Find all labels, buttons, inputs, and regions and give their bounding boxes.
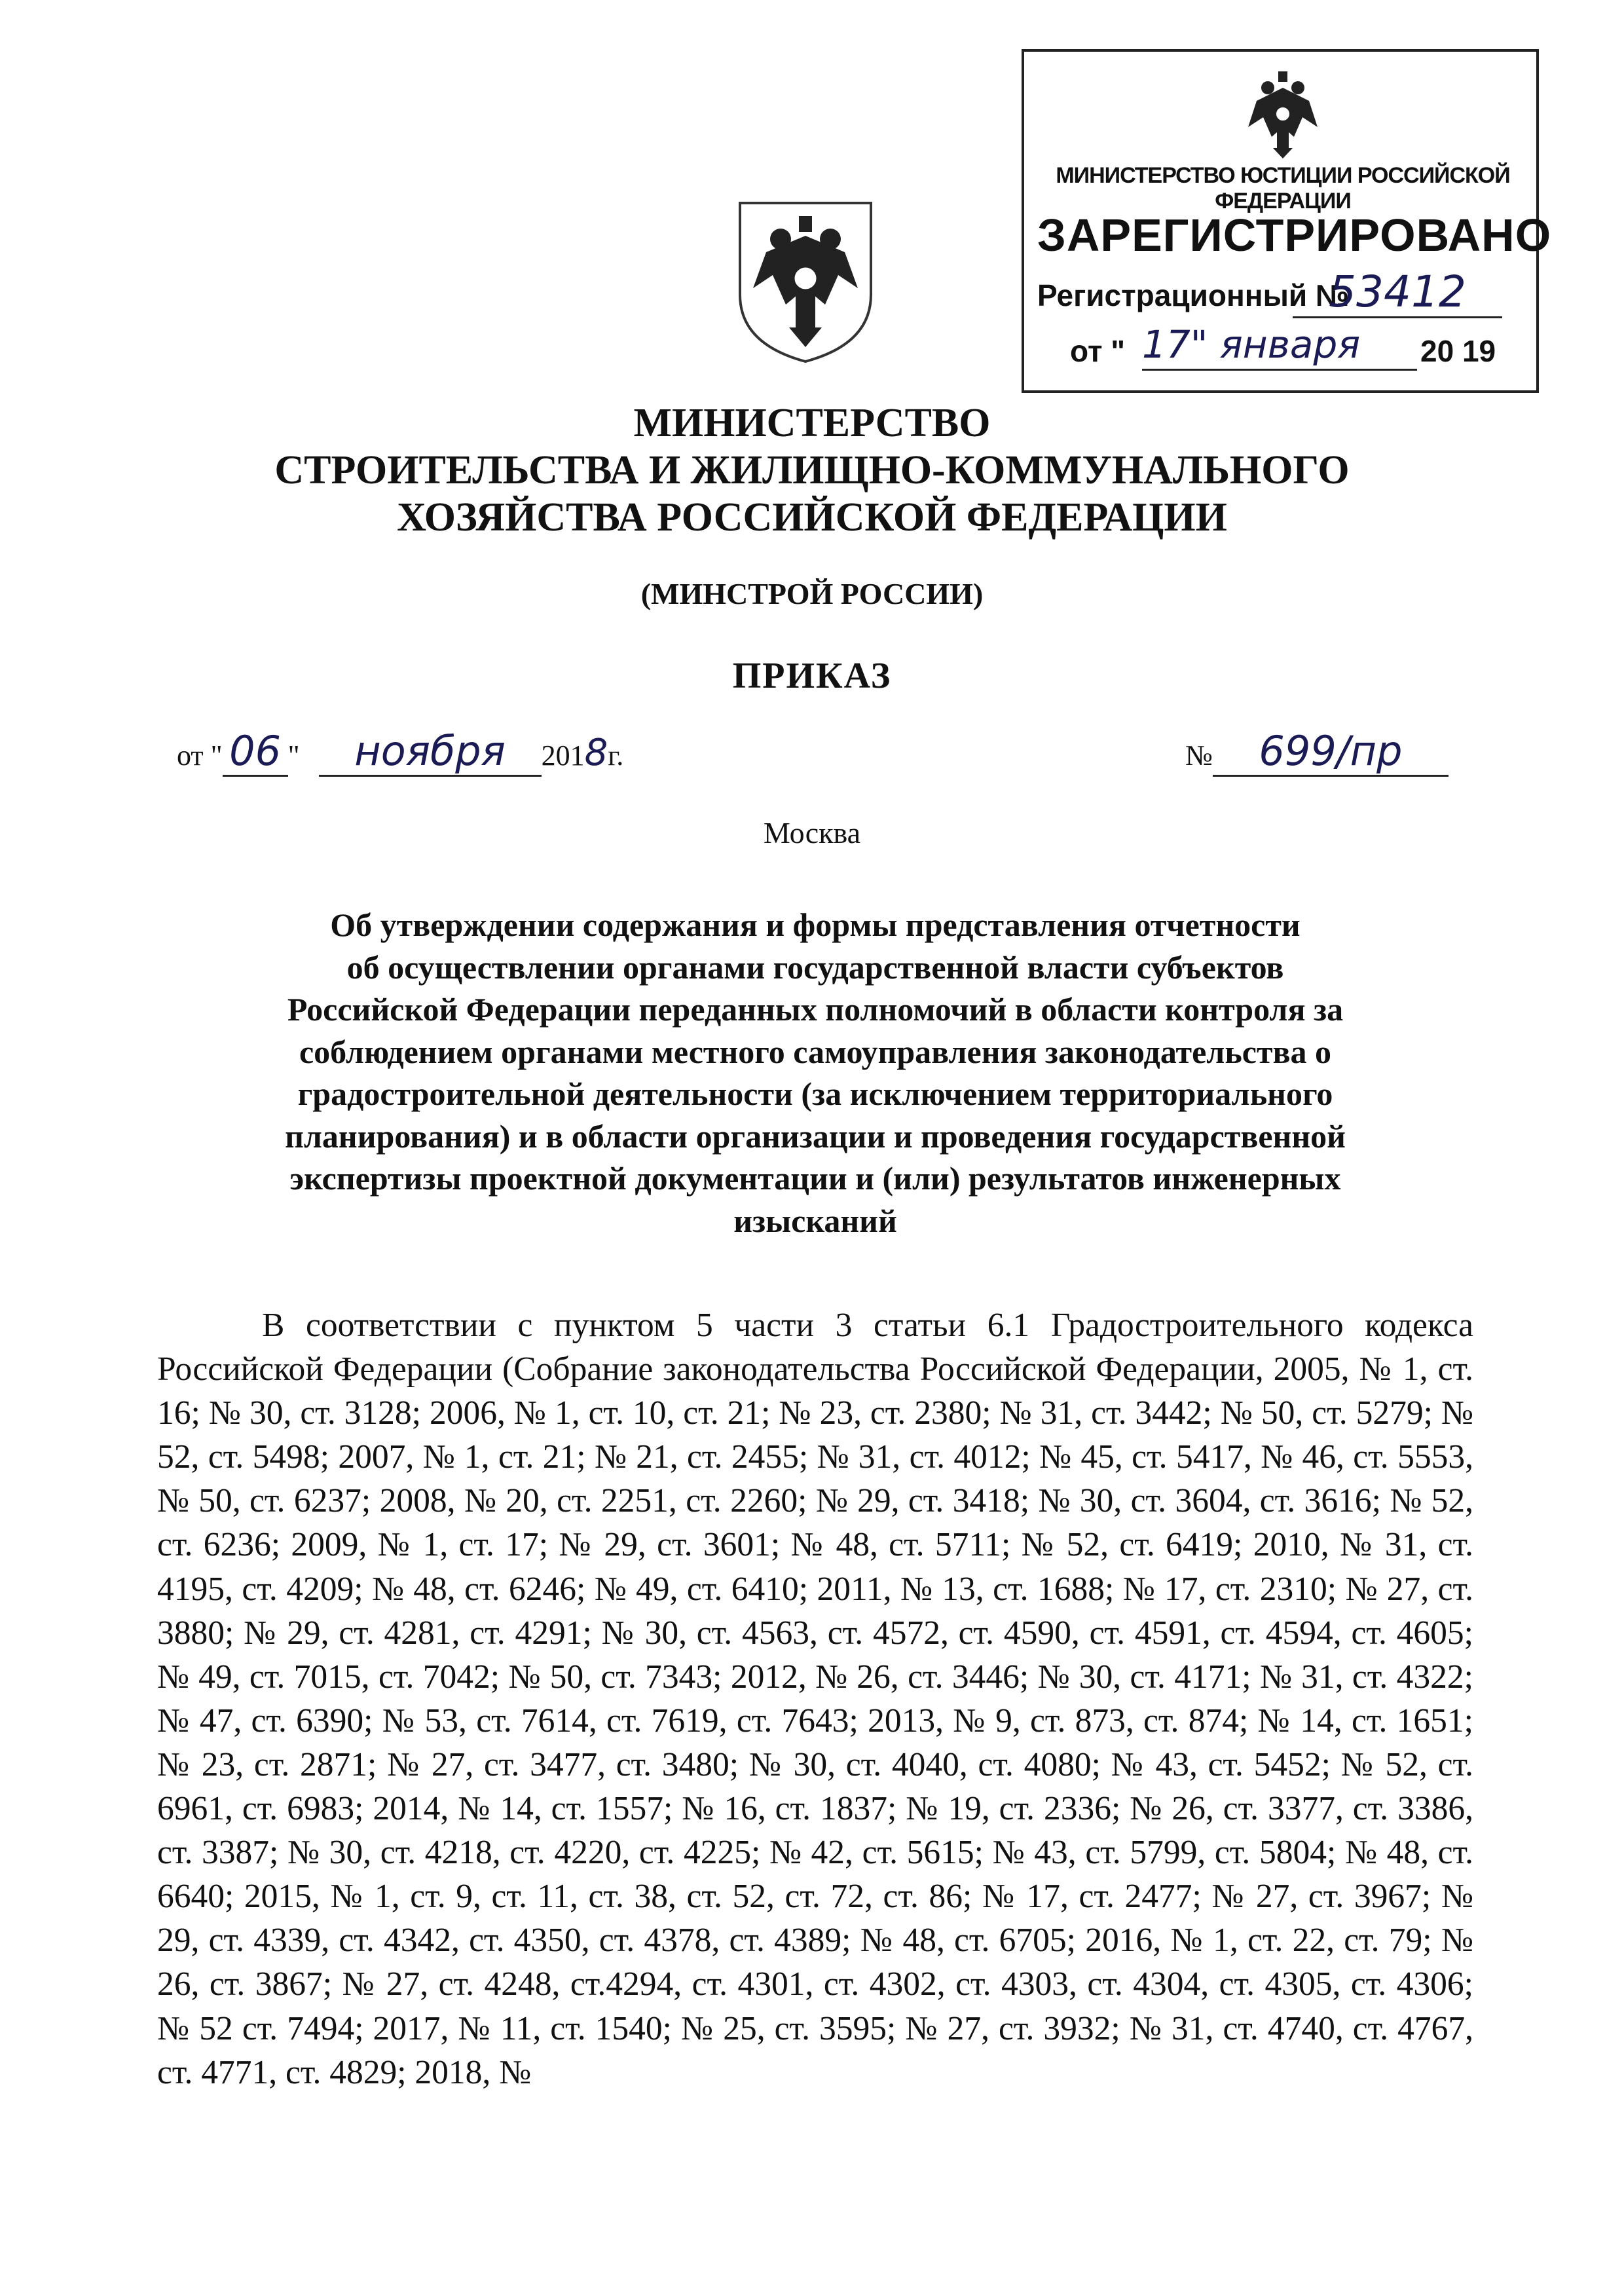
stamp-date-prefix: от "	[1070, 334, 1126, 368]
stamp-reg-number-label: Регистрационный №	[1037, 278, 1350, 312]
stamp-year: 20 19	[1420, 334, 1496, 368]
date-year-digit: 8	[584, 732, 608, 774]
title-line: Российской Федерации переданных полномочий в области контроля за	[287, 991, 1344, 1028]
stamp-reg-number: 53412	[1293, 268, 1502, 318]
city: Москва	[763, 816, 861, 849]
order-number-value: 699/пр	[1213, 727, 1449, 777]
title-line: градостроительной деятельности (за исключением территориального	[297, 1075, 1333, 1112]
stamp-date-handwritten: 17" января	[1142, 320, 1417, 371]
date-day: 06	[223, 727, 288, 777]
title-line: изысканий	[733, 1202, 897, 1239]
stamp-registered-label: ЗАРЕГИСТРИРОВАНО	[1037, 210, 1552, 261]
stamp-emblem-icon	[1240, 65, 1325, 160]
ministry-line-3: ХОЗЯЙСТВА РОССИЙСКОЙ ФЕДЕРАЦИИ	[397, 495, 1227, 540]
title-line: об осуществлении органами государственной власти субъектов	[346, 948, 1284, 986]
ministry-line-1: МИНИСТЕРСТВО	[633, 401, 991, 445]
title-line: планирования) и в области организации и проведения государственной	[285, 1117, 1346, 1155]
date-prefix: от "	[177, 739, 223, 772]
registration-stamp	[1022, 49, 1552, 393]
body-paragraph: В соответствии с пунктом 5 части 3 статьи 6.1 Градостроительного кодекса Российской Федерации (Собрание законодательства Российской Федерации, 2005, № 1, ст. 16; № 30, ст. 3128; 2006, № 1, ст. 10, ст. 21; № 23, ст. 2380; № 31, ст. 3442; № 50, ст. 5279; № 52, ст. 5498; 2007, № 1, ст. 21; № 21, ст. 2455; № 31, ст. 4012; № 45, ст. 5417, № 46, ст. 5553, № 50, ст. 6237; 2008, № 20, ст. 2251, ст. 2260; № 29, ст. 3418; № 30, ст. 3604, ст. 3616; № 52, ст. 6236; 2009, № 1, ст. 17; № 29, ст. 3601; № 48, ст. 5711; № 52, ст. 6419; 2010, № 31, ст. 4195, ст. 4209; № 48, ст. 6246; № 49, ст. 6410; 2011, № 13, ст. 1688; № 17, ст. 2310; № 27, ст. 3880; № 29, ст. 4281, ст. 4291; № 30, ст. 4563, ст. 4572, ст. 4590, ст. 4591, ст. 4594, ст. 4605; № 49, ст. 7015, ст. 7042; № 50, ст. 7343; 2012, № 26, ст. 3446; № 30, ст. 4171; № 31, ст. 4322; № 47, ст. 6390; № 53, ст. 7614, ст. 7619, ст. 7643; 2013, № 9, ст. 873, ст. 874; № 14, ст. 1651; № 23, ст. 2871; № 27, ст. 3477, ст. 3480; № 30, ст. 4040, ст. 4080; № 43, ст. 5452; № 52, ст. 6961, ст. 6983; 2014, № 14, ст. 1557; № 16, ст. 1837; № 19, ст. 2336; № 26, ст. 3377, ст. 3386, ст. 3387; № 30, ст. 4218, ст. 4220, ст. 4225; № 42, ст. 5615; № 43, ст. 5799, ст. 5804; № 48, ст. 6640; 2015, № 1, ст. 9, ст. 11, ст. 38, ст. 52, ст. 72, ст. 86; № 17, ст. 2477; № 27, ст. 3967; № 29, ст. 4339, ст. 4342, ст. 4350, ст. 4378, ст. 4389; № 48, ст. 6705; 2016, № 1, ст. 22, ст. 79; № 26, ст. 3867; № 27, ст. 4248, ст.4294, ст. 4301, ст. 4302, ст. 4303, ст. 4304, ст. 4305, ст. 4306; № 52 ст. 7494; 2017, № 11, ст. 1540; № 25, ст. 3595; № 27, ст. 3932; № 31, ст. 4740, ст. 4767, ст. 4771, ст. 4829; 2018, №	[157, 1307, 1473, 2091]
stamp-ministry-name: МИНИСТЕРСТВО ЮСТИЦИИ РОССИЙСКОЙ ФЕДЕРАЦИИ	[1056, 163, 1510, 214]
ministry-header	[131, 400, 1493, 541]
order-number	[1185, 727, 1449, 777]
date-year-prefix: 201	[541, 739, 585, 772]
ministry-line-2: СТРОИТЕЛЬСТВА И ЖИЛИЩНО-КОММУНАЛЬНОГО	[274, 448, 1350, 493]
document-type: ПРИКАЗ	[732, 656, 892, 696]
double-headed-eagle-icon	[727, 190, 884, 367]
document-title	[183, 904, 1447, 1242]
title-line: экспертизы проектной документации и (или) результатов инженерных	[289, 1160, 1341, 1197]
title-line: Об утверждении содержания и формы представления отчетности	[330, 906, 1301, 943]
ministry-short-name: (МИНСТРОЙ РОССИИ)	[640, 577, 984, 610]
coat-of-arms-emblem	[727, 190, 884, 367]
date-quote-close: "	[287, 739, 300, 772]
order-number-label: №	[1185, 739, 1213, 772]
order-date	[177, 727, 623, 777]
title-line: соблюдением органами местного самоуправления законодательства о	[299, 1033, 1332, 1070]
date-month: ноября	[319, 727, 542, 777]
date-year-suffix: г.	[608, 739, 624, 772]
